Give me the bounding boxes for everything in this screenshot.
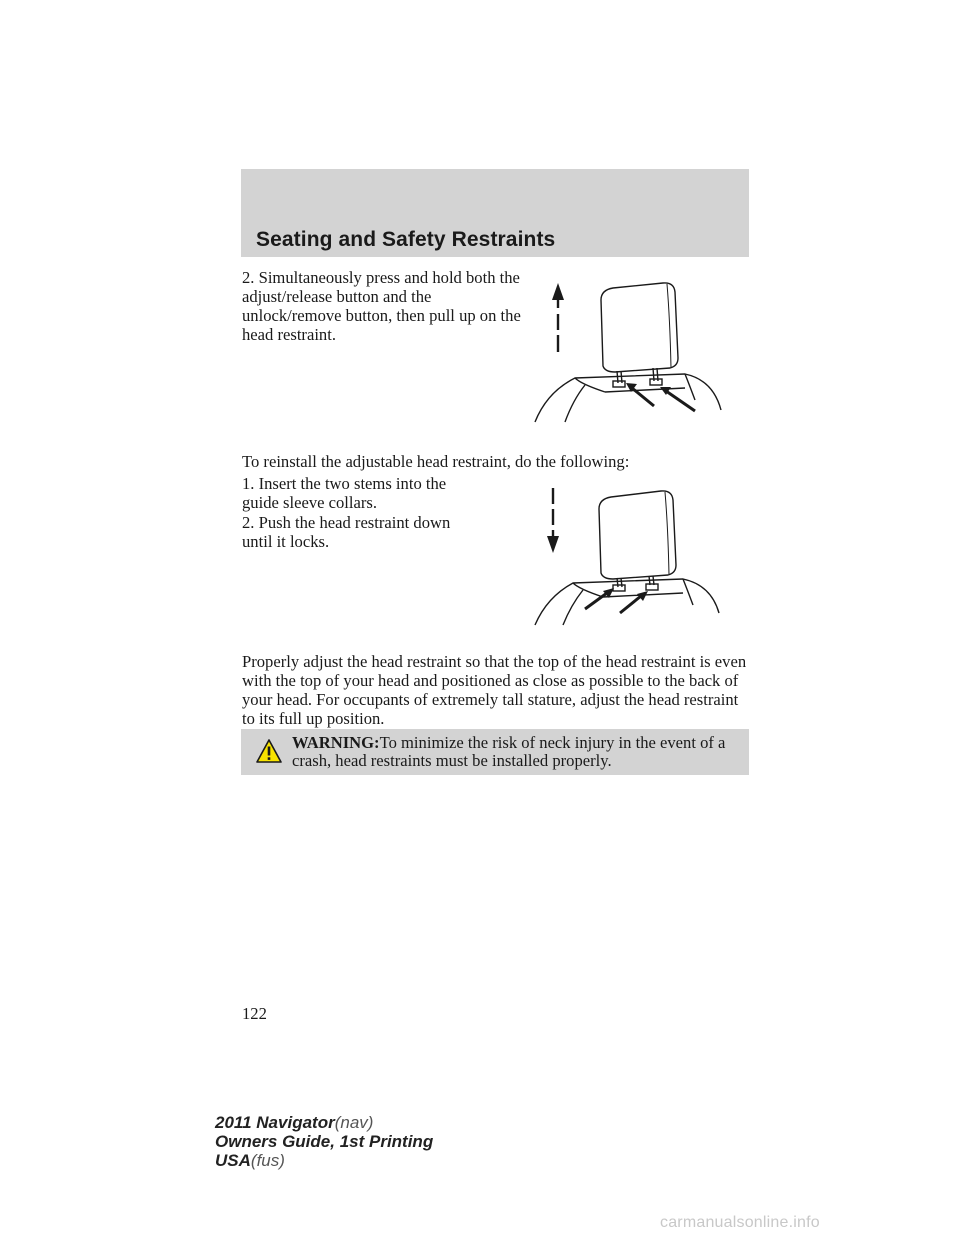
step-push-text: 2. Push the head restraint down until it locks.	[242, 513, 451, 551]
document-footer	[215, 1113, 433, 1170]
step-insert-text: 1. Insert the two stems into the guide sleeve collars.	[242, 474, 447, 512]
step-remove-text: 2. Simultaneously press and hold both the adjust/release button and the unlock/remove button, then pull up on the head restraint.	[242, 268, 521, 344]
warning-triangle-icon	[255, 738, 283, 764]
warning-body: To minimize the risk of neck injury in the event of a crash, head restraints must be installed properly.	[292, 733, 726, 770]
adjust-guidance-text: Properly adjust the head restraint so that the top of the head restraint is even with the top of your head and positioned as close as possible to the back of your head. For occupants of extremely tall stature, adjust the head restraint to its full up position.	[242, 652, 747, 728]
page-number: 122	[242, 1004, 267, 1023]
watermark-text: carmanualsonline.info	[660, 1214, 820, 1231]
section-title: Seating and Safety Restraints	[256, 228, 556, 251]
footer-region-code: (fus)	[250, 1151, 285, 1170]
footer-model: 2011 Navigator	[215, 1113, 335, 1132]
footer-model-code: (nav)	[334, 1113, 374, 1132]
warning-label: WARNING:	[292, 733, 380, 752]
head-restraint-removal-illustration	[525, 280, 725, 430]
head-restraint-install-illustration	[525, 485, 725, 630]
footer-guide: Owners Guide, 1st Printing	[215, 1132, 434, 1151]
warning-message	[292, 734, 742, 770]
footer-region: USA	[215, 1151, 251, 1170]
warning-box	[241, 729, 749, 775]
reinstall-intro-text: To reinstall the adjustable head restraint, do the following:	[242, 452, 630, 471]
